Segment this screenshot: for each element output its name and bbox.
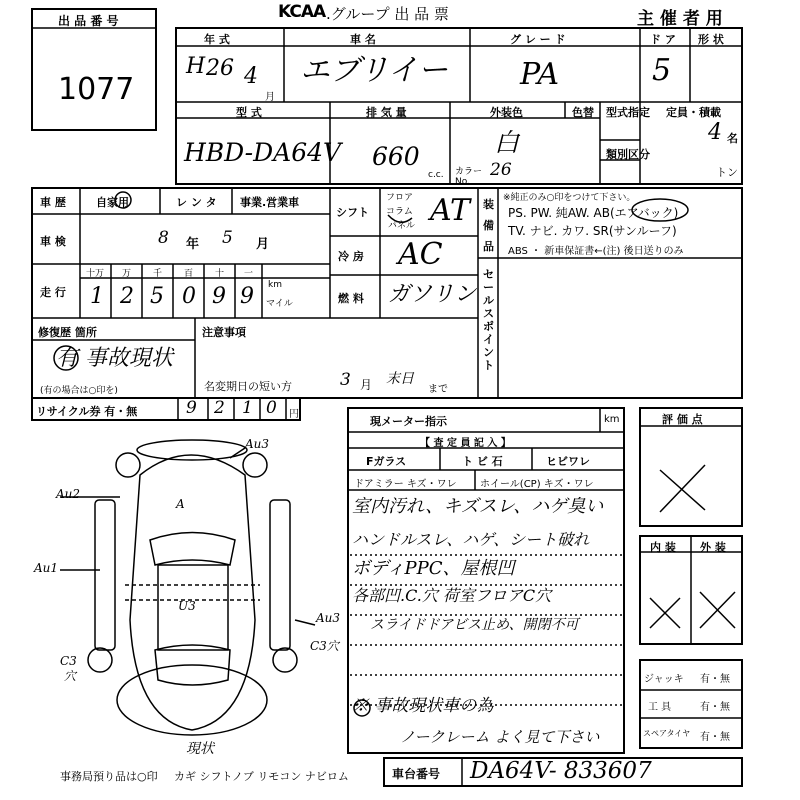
diagram-mark: C3穴 <box>310 639 339 653</box>
mileage-unit: 千 <box>153 269 163 279</box>
mileage-unit: 万 <box>122 269 132 279</box>
model-value: HBD-DA64V <box>184 138 342 167</box>
sales-point-label: セールスポイント <box>483 268 494 372</box>
crack-label: ヒビワレ <box>546 455 590 468</box>
model-label: 型 式 <box>236 106 262 119</box>
inspection-year-unit: 年 <box>186 237 200 252</box>
year-label: 年 式 <box>204 33 230 46</box>
repair-value: 有 事故現状 <box>56 346 173 371</box>
load-unit: トン <box>716 166 738 179</box>
mirror-label: ドアミラー キズ・ワレ <box>354 479 457 490</box>
doors-value: 5 <box>652 53 672 88</box>
mileage-digit: 9 <box>212 284 226 309</box>
history-business: 事業.営業車 <box>240 196 300 209</box>
tools-label: 工 具 <box>648 702 672 713</box>
equipment-note: ※純正のみ○印をつけて下さい。 <box>503 193 636 203</box>
mileage-km: km <box>268 280 282 290</box>
notes-label: 注意事項 <box>202 326 246 339</box>
mileage-unit: 一 <box>244 269 254 279</box>
meter-label: 現メーター指示 <box>370 415 447 428</box>
chassis-value: DA64V- 833607 <box>470 758 652 784</box>
displacement-label: 排 気 量 <box>366 106 407 119</box>
mileage-digit: 2 <box>120 284 134 309</box>
ext-color-label: 外装色 <box>490 106 523 119</box>
inspector-note: ボディPPC、屋根凹 <box>352 558 515 579</box>
wheel-label: ホイール(CP) キズ・ワレ <box>480 479 594 490</box>
recycle-unit: 円 <box>289 409 299 420</box>
mileage-unit: 百 <box>184 269 194 279</box>
inspector-note: スライドドアビス止め、開閉不可 <box>370 617 579 633</box>
lot-number-label: 出 品 番 号 <box>58 14 119 28</box>
diagram-mark: 現状 <box>186 741 214 757</box>
recycle-digit: 0 <box>266 398 277 418</box>
organizer-label: 主 催 者 用 <box>637 9 723 29</box>
equipment-line-2: TV. ナビ. カワ. SR(サンルーフ) <box>508 224 677 238</box>
diagram-mark: Au3 <box>245 437 270 451</box>
interior-label: 内 装 <box>650 541 676 554</box>
ext-color-value: 白 <box>494 128 520 157</box>
diagram-mark: C3 <box>60 654 77 668</box>
diagram-mark: Au3 <box>316 611 341 625</box>
glass-label: Fガラス <box>366 455 407 468</box>
jack-options: 有・無 <box>700 674 730 685</box>
name-change-suffix: 末日 <box>386 371 414 387</box>
mileage-label: 走 行 <box>40 286 66 299</box>
month-unit: 月 <box>265 92 275 103</box>
inspection-month: 5 <box>222 228 233 248</box>
name-change-month-unit: 月 <box>360 378 373 392</box>
office-items: カギ シフトノブ リモコン ナビロム <box>174 770 349 783</box>
diagram-mark: Au2 <box>56 487 81 501</box>
shift-label: シフト <box>336 206 369 219</box>
equipment-line-3: ABS ・ 新車保証書←(注) 後日送りのみ <box>508 246 684 257</box>
doors-label: ド ア <box>650 33 676 46</box>
inspection-year: 8 <box>158 228 169 248</box>
spare-tire-options: 有・無 <box>700 732 730 743</box>
color-change-label: 色替 <box>572 106 594 119</box>
lot-number: 1077 <box>58 72 135 107</box>
exterior-label: 外 装 <box>700 541 726 554</box>
inspector-note: 室内汚れ、キズスレ、ハゲ臭い <box>352 496 604 517</box>
form-title: .グループ 出 品 票 <box>326 5 449 23</box>
history-rental: レ ン タ <box>176 196 217 209</box>
chip-label: ト ビ 石 <box>462 455 503 468</box>
diagram-mark: U3 <box>178 599 196 613</box>
mileage-mile: マイル <box>266 299 293 309</box>
inspector-note: 各部凹.C.穴 荷室フロアC穴 <box>352 586 552 605</box>
diagram-mark: A <box>176 497 185 511</box>
mileage-digit: 0 <box>182 284 196 309</box>
shape-label: 形 状 <box>698 33 724 46</box>
displacement-value: 660 <box>372 142 420 171</box>
equipment-label: 装 備 品 <box>483 198 494 253</box>
diagram-mark: Au1 <box>34 561 59 575</box>
month-value: 4 <box>244 64 258 89</box>
inspector-note: ※ 事故現状車の為 <box>352 696 494 716</box>
recycle-label: リサイクル券 有・無 <box>36 405 138 418</box>
repair-note: (有の場合は○印を) <box>40 386 118 396</box>
fuel-label: 燃 料 <box>338 292 364 305</box>
name-change-month: 3 <box>340 370 351 390</box>
chassis-label: 車台番号 <box>392 767 441 781</box>
year-era: H <box>186 54 206 79</box>
capacity-label: 定員・積載 <box>666 106 721 119</box>
repair-label: 修復歴 箇所 <box>38 326 97 339</box>
year-value: 26 <box>206 56 234 81</box>
color-no-label: カラー No. <box>455 167 483 187</box>
grade-value: PA <box>520 57 560 92</box>
car-name-label: 車 名 <box>350 33 376 46</box>
car-diagram <box>60 437 315 735</box>
history-private: 自家用 <box>96 196 129 209</box>
color-no-value: 26 <box>490 160 512 180</box>
inspector-note: ハンドルスレ、ハゲ、シート破れ <box>352 530 590 549</box>
shift-panel: パネル <box>388 221 416 231</box>
name-change-end: まで <box>428 384 448 395</box>
shift-floor: フロア <box>386 193 414 203</box>
shift-column: コラム <box>386 207 413 217</box>
inspector-label: 【 査 定 員 記 入 】 <box>420 438 511 449</box>
score-label: 評 価 点 <box>662 413 703 426</box>
recycle-digit: 9 <box>186 398 197 418</box>
office-note: 事務局預り品は○印 <box>60 770 158 783</box>
inspection-month-unit: 月 <box>256 237 270 252</box>
spare-tire-label: スペアタイヤ <box>643 729 691 738</box>
org-logo: KCAA <box>278 2 326 22</box>
jack-label: ジャッキ <box>644 674 684 685</box>
recycle-digit: 1 <box>242 398 253 418</box>
category-label: 類別区分 <box>606 148 650 161</box>
ac-value: AC <box>398 237 443 272</box>
shift-value: AT <box>430 193 471 228</box>
mileage-unit: 十万 <box>86 269 105 279</box>
tools-options: 有・無 <box>700 702 730 713</box>
inspection-label: 車 検 <box>40 235 66 248</box>
name-change-period-label: 名変期日の短い方 <box>204 380 292 393</box>
history-label: 車 歴 <box>40 196 66 209</box>
mileage-unit: 十 <box>215 269 225 279</box>
displacement-unit: c.c. <box>428 170 444 180</box>
mileage-digit: 1 <box>90 284 104 309</box>
diagram-mark: 穴 <box>64 669 77 683</box>
inspector-note: ノークレーム よく見て下さい <box>400 728 600 746</box>
capacity-unit: 名 <box>727 132 738 145</box>
ac-label: 冷 房 <box>338 250 364 263</box>
type-designation-label: 型式指定 <box>606 106 650 119</box>
fuel-value: ガソリン <box>388 282 477 307</box>
car-name-value: エブリイー <box>300 53 448 88</box>
grade-label: グ レ ー ド <box>510 33 566 46</box>
meter-unit: km <box>604 414 620 425</box>
recycle-digit: 2 <box>214 398 225 418</box>
equipment-line-1: PS. PW. 純AW. AB(エアバック) <box>508 206 679 220</box>
capacity-value: 4 <box>708 120 722 145</box>
mileage-digit: 9 <box>240 284 254 309</box>
mileage-digit: 5 <box>150 284 164 309</box>
